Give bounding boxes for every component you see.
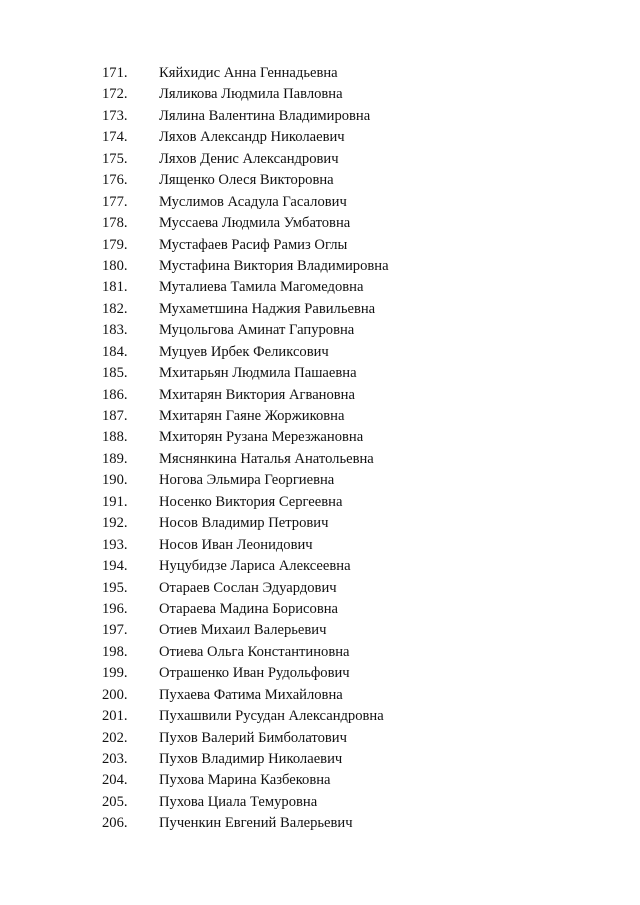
person-name: Ляхов Денис Александрович <box>159 150 339 167</box>
item-number: 194. <box>102 558 128 575</box>
list-item <box>0 663 640 684</box>
person-name: Пухаева Фатима Михайловна <box>159 686 343 703</box>
person-name: Носов Иван Леонидович <box>159 536 313 553</box>
person-name: Муталиева Тамила Магомедовна <box>159 279 364 296</box>
person-name: Отрашенко Иван Рудольфович <box>159 665 350 682</box>
item-number: 200. <box>102 686 128 703</box>
list-item <box>0 770 640 791</box>
person-name: Пухова Марина Казбековна <box>159 772 331 789</box>
item-number: 182. <box>102 300 128 317</box>
list-item <box>0 792 640 813</box>
list-item <box>0 256 640 277</box>
list-item <box>0 449 640 470</box>
item-number: 178. <box>102 215 128 232</box>
person-name: Ляликова Людмила Павловна <box>159 86 343 103</box>
item-number: 187. <box>102 408 128 424</box>
item-number: 179. <box>102 236 128 253</box>
item-number: 188. <box>102 429 128 446</box>
item-number: 195. <box>102 579 128 596</box>
person-name: Мустафаев Расиф Рамиз Оглы <box>159 236 348 253</box>
person-name: Отиев Михаил Валерьевич <box>159 622 327 639</box>
list-item <box>0 406 640 427</box>
list-item <box>0 170 640 191</box>
person-name: Пухова Циала Темуровна <box>159 793 318 810</box>
item-number: 192. <box>102 515 128 532</box>
person-name: Пухашвили Русудан Александровна <box>159 708 384 725</box>
list-item <box>0 728 640 749</box>
item-number: 201. <box>102 708 128 725</box>
person-name: Отиева Ольга Константиновна <box>159 643 350 660</box>
list-item <box>0 620 640 641</box>
item-number: 174. <box>102 129 128 146</box>
person-name: Кяйхидис Анна Геннадьевна <box>159 65 338 81</box>
list-item <box>0 127 640 148</box>
person-name: Нуцубидзе Лариса Алексеевна <box>159 558 351 575</box>
item-number: 203. <box>102 751 128 767</box>
list-item <box>0 106 640 127</box>
person-name: Мухаметшина Наджия Равильевна <box>159 300 376 317</box>
person-name: Мхитарьян Людмила Пашаевна <box>159 365 357 382</box>
list-item <box>0 149 640 170</box>
list-item <box>0 599 640 620</box>
item-number: 198. <box>102 643 128 660</box>
item-number: 184. <box>102 343 128 360</box>
person-name: Мхитарян Гаяне Жоржиковна <box>159 408 345 424</box>
item-number: 205. <box>102 793 128 810</box>
item-number: 181. <box>102 279 128 296</box>
list-item <box>0 556 640 577</box>
list-item <box>0 642 640 663</box>
person-name: Пученкин Евгений Валерьевич <box>159 815 353 832</box>
list-item <box>0 685 640 706</box>
list-item <box>0 492 640 513</box>
list-item <box>0 385 640 406</box>
list-item <box>0 749 640 770</box>
person-name: Муцольгова Аминат Гапуровна <box>159 322 355 339</box>
item-number: 196. <box>102 600 128 617</box>
list-item <box>0 427 640 448</box>
item-number: 172. <box>102 86 128 103</box>
item-number: 197. <box>102 622 128 639</box>
list-item <box>0 513 640 534</box>
item-number: 199. <box>102 665 128 682</box>
item-number: 177. <box>102 193 128 210</box>
person-name: Мустафина Виктория Владимировна <box>159 257 389 274</box>
list-item <box>0 213 640 234</box>
list-item <box>0 63 640 84</box>
item-number: 180. <box>102 257 128 274</box>
item-number: 186. <box>102 386 128 403</box>
list-item <box>0 813 640 834</box>
item-number: 189. <box>102 450 128 467</box>
person-name: Лялина Валентина Владимировна <box>159 107 371 124</box>
list-item <box>0 277 640 298</box>
item-number: 173. <box>102 107 128 124</box>
person-name: Ляхов Александр Николаевич <box>159 129 345 146</box>
person-name: Мхиторян Рузана Мерезжановна <box>159 429 364 446</box>
item-number: 175. <box>102 150 128 167</box>
list-item <box>0 235 640 256</box>
list-item <box>0 299 640 320</box>
person-name: Мхитарян Виктория Агвановна <box>159 386 355 403</box>
item-number: 171. <box>102 65 128 81</box>
item-number: 206. <box>102 815 128 832</box>
list-item <box>0 363 640 384</box>
list-item <box>0 342 640 363</box>
item-number: 191. <box>102 493 128 510</box>
person-name: Муслимов Асадула Гасалович <box>159 193 347 210</box>
person-name: Муцуев Ирбек Феликсович <box>159 343 329 360</box>
person-name: Мяснянкина Наталья Анатольевна <box>159 450 374 467</box>
list-item <box>0 706 640 727</box>
list-item <box>0 192 640 213</box>
list-item <box>0 578 640 599</box>
person-name: Пухов Владимир Николаевич <box>159 751 343 767</box>
person-name: Отараев Сослан Эдуардович <box>159 579 337 596</box>
item-number: 204. <box>102 772 128 789</box>
item-number: 185. <box>102 365 128 382</box>
person-name: Носенко Виктория Сергеевна <box>159 493 343 510</box>
numbered-name-list <box>0 63 640 835</box>
item-number: 193. <box>102 536 128 553</box>
item-number: 183. <box>102 322 128 339</box>
person-name: Лященко Олеся Викторовна <box>159 172 334 189</box>
person-name: Отараева Мадина Борисовна <box>159 600 339 617</box>
person-name: Пухов Валерий Бимболатович <box>159 729 347 746</box>
person-name: Ногова Эльмира Георгиевна <box>159 472 335 489</box>
item-number: 190. <box>102 472 128 489</box>
list-item <box>0 320 640 341</box>
list-item <box>0 84 640 105</box>
person-name: Муссаева Людмила Умбатовна <box>159 215 351 232</box>
person-name: Носов Владимир Петрович <box>159 515 329 532</box>
item-number: 202. <box>102 729 128 746</box>
item-number: 176. <box>102 172 128 189</box>
list-item <box>0 535 640 556</box>
list-item <box>0 470 640 491</box>
